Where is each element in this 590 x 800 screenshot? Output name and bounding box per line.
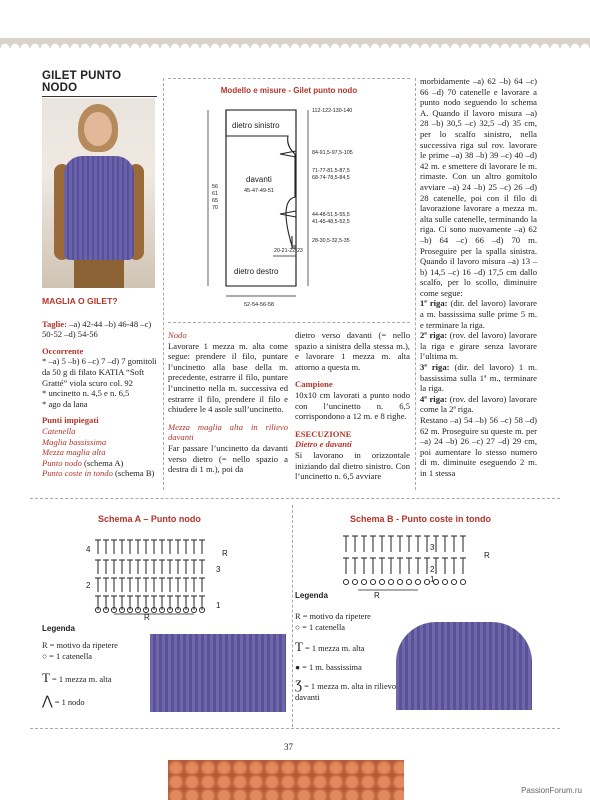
stitch-symbol xyxy=(175,540,181,554)
stitch-symbol xyxy=(352,558,358,574)
diagram-notch xyxy=(280,211,296,217)
divider xyxy=(292,505,293,727)
stitch-symbol xyxy=(361,536,367,552)
nodo-text: Lavorare 1 mezza m. alta come segue: prendere il filo, puntare l’uncinetto alla base della m. precedente, estrarre il filo, puntare l’uncinetto nella m. successiva ed estrarre il filo, prendere il filo e chiudere le 4 asole sull’uncinetto. xyxy=(168,340,288,415)
label-dietro-sinistro: dietro sinistro xyxy=(232,121,280,130)
stitch-symbol xyxy=(370,558,376,574)
stitch-symbol xyxy=(95,578,101,592)
right-measure: 71-77-81,5-87,5 xyxy=(312,168,350,174)
campione-heading: Campione xyxy=(295,379,333,390)
stitch-symbol xyxy=(119,540,125,554)
stitch-symbol xyxy=(95,540,101,554)
row-label: 2ª riga: xyxy=(420,330,448,341)
stitch-symbol xyxy=(167,540,173,554)
stitch-symbol xyxy=(352,536,358,552)
column-2 xyxy=(168,330,288,475)
legend-text: = 1 mezza m. alta xyxy=(49,675,112,684)
left-measure: 65 xyxy=(212,198,219,204)
right-measure: 84-91,5-97,5-105 xyxy=(312,150,353,156)
repeat-label: R xyxy=(144,613,150,620)
chain-symbol xyxy=(352,579,357,584)
row-label: 3ª riga: xyxy=(420,362,450,373)
stitch-symbol xyxy=(111,540,117,554)
stitch-symbol xyxy=(406,558,412,574)
legend-text: = 1 m. bassissima xyxy=(300,663,362,672)
stitch-symbol xyxy=(159,560,165,574)
legend-symbol: T xyxy=(42,670,50,685)
punto-note: (schema A) xyxy=(81,457,124,468)
stitch-symbol xyxy=(143,560,149,574)
stitch-symbol xyxy=(199,540,205,554)
schema-b-title: Schema B - Punto coste in tondo xyxy=(350,514,492,524)
stitch-symbol xyxy=(343,536,349,552)
column-3 xyxy=(295,330,410,482)
stitch-symbol xyxy=(143,540,149,554)
stitch-symbol xyxy=(343,558,349,574)
chain-symbol xyxy=(451,579,456,584)
stitch-symbol xyxy=(451,558,457,574)
legend-heading: Legenda xyxy=(42,624,75,633)
legend-symbol: T xyxy=(295,639,303,654)
stitch-symbol xyxy=(191,540,197,554)
cont-text: dietro verso davanti (= nello spazio a sinistra della stessa m.), e lavorare 1 mezza m. alta attorno a questa m. xyxy=(295,330,410,372)
stitch-symbol xyxy=(111,578,117,592)
legend-text: = 1 nodo xyxy=(52,698,85,707)
legend-text: = 1 mezza m. alta xyxy=(302,644,365,653)
stitch-symbol xyxy=(151,560,157,574)
chain-symbol xyxy=(406,579,411,584)
right-measure: 28-30,5-32,5-35 xyxy=(312,238,350,244)
esecuzione-heading: ESECUZIONE xyxy=(295,428,352,439)
row-number: 2 xyxy=(430,565,435,574)
chain-symbol xyxy=(343,579,348,584)
chain-symbol xyxy=(388,579,393,584)
stitch-symbol xyxy=(388,558,394,574)
mezza-text: Far passare l’uncinetto da davanti verso dietro (= nello spazio a destra di 1 m.), poi da xyxy=(168,442,288,475)
legend-symbol: Ʒ xyxy=(295,677,303,692)
stitch-symbol xyxy=(135,560,141,574)
legend-symbol: ⋀ xyxy=(42,693,53,708)
page-title: GILET PUNTO NODO xyxy=(42,70,157,97)
mezza-heading: Mezza maglia alta in rilievo davanti xyxy=(168,421,288,443)
chain-symbol xyxy=(415,579,420,584)
divider xyxy=(168,322,410,323)
divider xyxy=(30,498,560,499)
label-davanti-sub: 45-47-49-51 xyxy=(244,188,274,194)
divider xyxy=(163,78,164,490)
bottom-measure: 52-54-56-58 xyxy=(244,302,274,308)
legend-text: = motivo da ripetere xyxy=(300,612,371,621)
stitch-symbol xyxy=(379,536,385,552)
row-number: 3 xyxy=(216,565,221,574)
page-number: 37 xyxy=(284,742,293,752)
divider xyxy=(30,728,560,729)
schema-a-rows xyxy=(95,540,205,614)
stitch-symbol xyxy=(103,540,109,554)
stitch-symbol xyxy=(460,558,466,574)
stitch-symbol xyxy=(167,578,173,592)
stitch-symbol xyxy=(127,560,133,574)
chain-symbol xyxy=(361,579,366,584)
taglie-text: –a) 42-44 –b) 46-48 –c) 50-52 –d) 54-56 xyxy=(42,318,152,340)
stitch-symbol xyxy=(397,536,403,552)
watermark: PassionForum.ru xyxy=(521,786,582,795)
stitch-symbol xyxy=(415,558,421,574)
repeat-label: R xyxy=(374,591,380,600)
legend-text: = 1 mezza m. alta in rilievo davanti xyxy=(295,682,397,702)
label-dietro-destro: dietro destro xyxy=(234,267,279,276)
chain-symbol xyxy=(397,579,402,584)
nodo-heading: Nodo xyxy=(168,330,187,340)
stitch-symbol xyxy=(388,536,394,552)
row-label: 1ª riga: xyxy=(420,298,448,309)
right-measure: 68-74-78,5-84,5 xyxy=(312,175,350,181)
stitch-symbol xyxy=(151,578,157,592)
maglia-heading: MAGLIA O GILET? xyxy=(42,296,118,306)
right-measure: 44-48-51,5-55,5 xyxy=(312,212,350,218)
stitch-symbol xyxy=(397,558,403,574)
legend-symbol: ○ xyxy=(42,652,48,661)
swatch-photo-a xyxy=(150,634,286,712)
legend-symbol: R xyxy=(42,641,48,650)
stitch-symbol xyxy=(143,578,149,592)
stitch-symbol xyxy=(159,540,165,554)
stitch-symbol xyxy=(95,560,101,574)
left-column xyxy=(42,296,158,479)
schema-b-rows xyxy=(343,536,466,590)
bottom-inner-measure: 20-21-22-23 xyxy=(274,248,303,254)
schema-a-chart xyxy=(84,530,244,620)
col4-text: morbidamente –a) 62 –b) 64 –c) 66 –d) 70 catenelle e lavorare a punto nodo seguendo lo schema A. Quando il lavoro misura –a) 28 –b) 30,5 –c) 32,5 –d) 35 cm, per lo scalfo sinistro, nella successiva riga sul rov. lavorare le prime –a) 38 –b) 39 –c) 40 –d) 42 m. e smettere di lavorare le m. rimaste. Con un altro gomitolo avviare –a) 24 –b) 25 –c) 26 –d) 28 catenelle, poi con il filo di lavorazione lavorare a mezza m. alta sulle catenelle, terminando la riga. Ci sono nuovamente –a) 62 –b) 64 –c) 66 –d) 70 m. Proseguire per la spalla sinistra. Quando il lavoro misura –a) 13 –b) 14,5 –c) 16 –d) 17,5 cm dallo scalfo, per lo scollo, diminuire come segue: xyxy=(420,76,537,298)
stitch-symbol xyxy=(175,560,181,574)
stitch-symbol xyxy=(119,578,125,592)
swatch-photo-b xyxy=(396,622,532,710)
divider xyxy=(415,78,416,490)
stitch-symbol xyxy=(127,578,133,592)
row-text: (rov. del lavoro) lavorare la riga e girare senza lavorare l’ultima m. xyxy=(420,330,537,362)
row-number: 4 xyxy=(86,545,91,554)
stitch-symbol xyxy=(191,560,197,574)
dietro-heading: Dietro e davanti xyxy=(295,439,352,450)
pattern-diagram xyxy=(168,96,410,318)
legend-symbol: R xyxy=(295,612,301,621)
stitch-symbol xyxy=(151,540,157,554)
dietro-text: Si lavorano in orizzontale iniziando dal dietro sinistro. Con l’uncinetto n. 6,5 avviare xyxy=(295,449,410,482)
footer-crochet-texture xyxy=(168,760,404,800)
legend-heading: Legenda xyxy=(295,591,328,600)
legend-text: = 1 catenella xyxy=(300,623,346,632)
diagram-notch xyxy=(280,151,296,157)
photo-head xyxy=(84,112,112,146)
left-measure: 56 xyxy=(212,184,219,190)
stitch-symbol xyxy=(103,578,109,592)
col4-text: Restano –a) 54 –b) 56 –c) 58 –d) 62 m. Proseguire su queste m. per –a) 24 –b) 26 –c) 27 –d) 29 cm, poi aumentare lo stesso numero di m. diminuite eseguendo 2 m. in 1 stessa xyxy=(420,415,537,478)
stitch-symbol xyxy=(183,578,189,592)
photo-pants xyxy=(74,258,124,288)
stitch-symbol xyxy=(175,578,181,592)
legend-text: = 1 catenella xyxy=(47,652,93,661)
model-photo xyxy=(42,98,155,288)
photo-vest xyxy=(64,156,134,260)
diagram-title: Modello e misure - Gilet punto nodo xyxy=(220,86,358,95)
chain-symbol xyxy=(370,579,375,584)
stitch-symbol xyxy=(167,560,173,574)
legend-text: = motivo da ripetere xyxy=(47,641,118,650)
stitch-symbol xyxy=(379,558,385,574)
stitch-symbol xyxy=(415,536,421,552)
punto-note: (schema B) xyxy=(112,468,155,479)
stitch-symbol xyxy=(111,560,117,574)
schema-b-legend xyxy=(295,590,399,703)
left-measure: 61 xyxy=(212,191,219,197)
campione-text: 10x10 cm lavorati a punto nodo con l’uncinetto n. 6,5 corrispondono a 12 m. e 8 righe. xyxy=(295,389,410,422)
top-border xyxy=(0,38,590,48)
occorrente-line: * uncinetto n. 4,5 e n. 6,5 xyxy=(42,388,130,399)
stitch-symbol xyxy=(460,536,466,552)
stitch-symbol xyxy=(135,578,141,592)
divider xyxy=(168,78,410,79)
row-number: 2 xyxy=(86,581,91,590)
right-measure: 41-45-48,5-52,5 xyxy=(312,219,350,225)
chain-symbol xyxy=(460,579,465,584)
stitch-symbol xyxy=(199,560,205,574)
stitch-symbol xyxy=(442,558,448,574)
chain-symbol xyxy=(442,579,447,584)
taglie-label: Taglie: xyxy=(42,318,67,329)
stitch-symbol xyxy=(442,536,448,552)
row-text: (dir. del lavoro) 1 m. bassissima sulla 1ª m., terminare la riga. xyxy=(420,362,537,394)
stitch-symbol xyxy=(183,540,189,554)
row-text: (rov. del lavoro) lavorare come la 2ª riga. xyxy=(420,393,537,415)
stitch-symbol xyxy=(183,560,189,574)
punto-name: Mezza maglia alta xyxy=(42,447,106,458)
occorrente-heading: Occorrente xyxy=(42,345,84,356)
repeat-label: R xyxy=(222,549,228,558)
row-number: 1 xyxy=(216,601,221,610)
stitch-symbol xyxy=(103,560,109,574)
stitch-symbol xyxy=(119,560,125,574)
punto-name: Maglia bassissima xyxy=(42,436,107,447)
left-measure: 70 xyxy=(212,205,219,211)
row-text: (dir. del lavoro) lavorare a m. bassissima sulle prime 5 m. e terminare la riga. xyxy=(420,298,537,330)
chain-symbol xyxy=(379,579,384,584)
stitch-symbol xyxy=(191,578,197,592)
stitch-symbol xyxy=(159,578,165,592)
legend-symbol: ○ xyxy=(295,623,301,632)
punto-name: Punto coste in tondo xyxy=(42,468,113,479)
row-label: 4ª riga: xyxy=(420,393,448,404)
stitch-symbol xyxy=(361,558,367,574)
occorrente-line: * –a) 5 –b) 6 –c) 7 –d) 7 gomitoli da 50 g di filato KATIA “Soft Gratté” viola scuro col. 92 xyxy=(42,356,157,388)
legend-symbol: ● xyxy=(295,663,301,672)
stitch-symbol xyxy=(135,540,141,554)
stitch-symbol xyxy=(370,536,376,552)
chain-symbol xyxy=(424,579,429,584)
column-4 xyxy=(420,76,537,479)
row-number: 1 xyxy=(430,575,435,584)
punto-name: Punto nodo xyxy=(42,457,82,468)
stitch-symbol xyxy=(199,578,205,592)
right-measure: 112-122-130-140 xyxy=(312,108,353,114)
punto-name: Catenella xyxy=(42,425,76,436)
row-number: 3 xyxy=(430,543,435,552)
punti-heading: Punti impiegati xyxy=(42,415,99,426)
schema-a-title: Schema A – Punto nodo xyxy=(98,514,201,524)
stitch-symbol xyxy=(406,536,412,552)
stitch-symbol xyxy=(127,540,133,554)
label-davanti: davanti xyxy=(246,175,272,184)
stitch-symbol xyxy=(451,536,457,552)
occorrente-line: * ago da lana xyxy=(42,398,88,409)
repeat-label: R xyxy=(484,551,490,560)
